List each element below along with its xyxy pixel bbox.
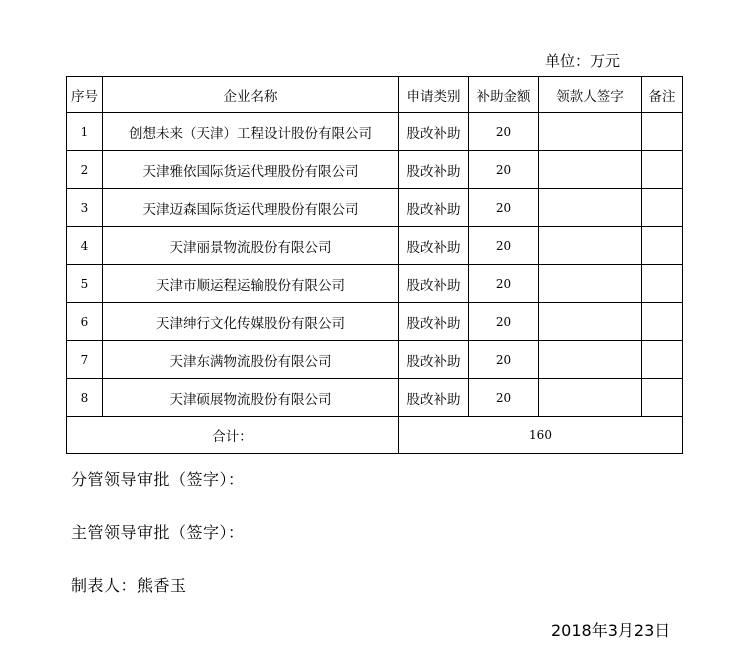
cell-remark (642, 303, 683, 341)
table-row (67, 265, 683, 303)
cell-remark (642, 341, 683, 379)
cell-index: 8 (67, 379, 103, 417)
cell-signature (539, 341, 642, 379)
cell-signature (539, 113, 642, 151)
cell-index: 2 (67, 151, 103, 189)
total-value: 160 (399, 417, 683, 454)
cell-company: 天津东满物流股份有限公司 (103, 341, 399, 379)
cell-remark (642, 113, 683, 151)
cell-signature (539, 227, 642, 265)
cell-company: 天津雅依国际货运代理股份有限公司 (103, 151, 399, 189)
cell-company: 天津迈森国际货运代理股份有限公司 (103, 189, 399, 227)
cell-category: 股改补助 (399, 303, 469, 341)
cell-remark (642, 227, 683, 265)
cell-amount: 20 (469, 151, 539, 189)
cell-amount: 20 (469, 227, 539, 265)
cell-amount: 20 (469, 265, 539, 303)
cell-category: 股改补助 (399, 189, 469, 227)
unit-label: 单位：万元 (545, 52, 621, 70)
header-amount: 补助金额 (469, 77, 539, 113)
table-row (67, 227, 683, 265)
cell-category: 股改补助 (399, 265, 469, 303)
cell-amount: 20 (469, 189, 539, 227)
cell-remark (642, 189, 683, 227)
header-index: 序号 (67, 77, 103, 113)
chief-leader-approval: 主管领导审批（签字）： (71, 523, 245, 542)
cell-signature (539, 303, 642, 341)
subsidy-table (66, 76, 683, 454)
cell-category: 股改补助 (399, 341, 469, 379)
cell-category: 股改补助 (399, 227, 469, 265)
table-row (67, 151, 683, 189)
cell-category: 股改补助 (399, 379, 469, 417)
table-row (67, 341, 683, 379)
cell-index: 1 (67, 113, 103, 151)
cell-index: 7 (67, 341, 103, 379)
preparer-label: 制表人：熊香玉 (71, 576, 187, 595)
cell-amount: 20 (469, 341, 539, 379)
document-date: 2018年3月23日 (551, 621, 671, 640)
cell-amount: 20 (469, 113, 539, 151)
cell-company: 创想未来（天津）工程设计股份有限公司 (103, 113, 399, 151)
cell-remark (642, 265, 683, 303)
table-row (67, 189, 683, 227)
cell-category: 股改补助 (399, 151, 469, 189)
cell-company: 天津丽景物流股份有限公司 (103, 227, 399, 265)
cell-company: 天津市顺运程运输股份有限公司 (103, 265, 399, 303)
cell-index: 6 (67, 303, 103, 341)
cell-index: 4 (67, 227, 103, 265)
cell-index: 3 (67, 189, 103, 227)
cell-signature (539, 265, 642, 303)
cell-signature (539, 151, 642, 189)
total-row (67, 417, 683, 454)
cell-remark (642, 379, 683, 417)
header-remark: 备注 (642, 77, 683, 113)
table-row (67, 379, 683, 417)
cell-amount: 20 (469, 379, 539, 417)
table-row (67, 113, 683, 151)
cell-category: 股改补助 (399, 113, 469, 151)
cell-amount: 20 (469, 303, 539, 341)
cell-signature (539, 379, 642, 417)
table-row (67, 303, 683, 341)
header-company: 企业名称 (103, 77, 399, 113)
table-header-row (67, 77, 683, 113)
cell-signature (539, 189, 642, 227)
cell-company: 天津绅行文化传媒股份有限公司 (103, 303, 399, 341)
header-signature: 领款人签字 (539, 77, 642, 113)
cell-company: 天津硕展物流股份有限公司 (103, 379, 399, 417)
header-category: 申请类别 (399, 77, 469, 113)
cell-index: 5 (67, 265, 103, 303)
total-label: 合计： (67, 417, 399, 454)
cell-remark (642, 151, 683, 189)
division-leader-approval: 分管领导审批（签字）： (71, 470, 245, 489)
